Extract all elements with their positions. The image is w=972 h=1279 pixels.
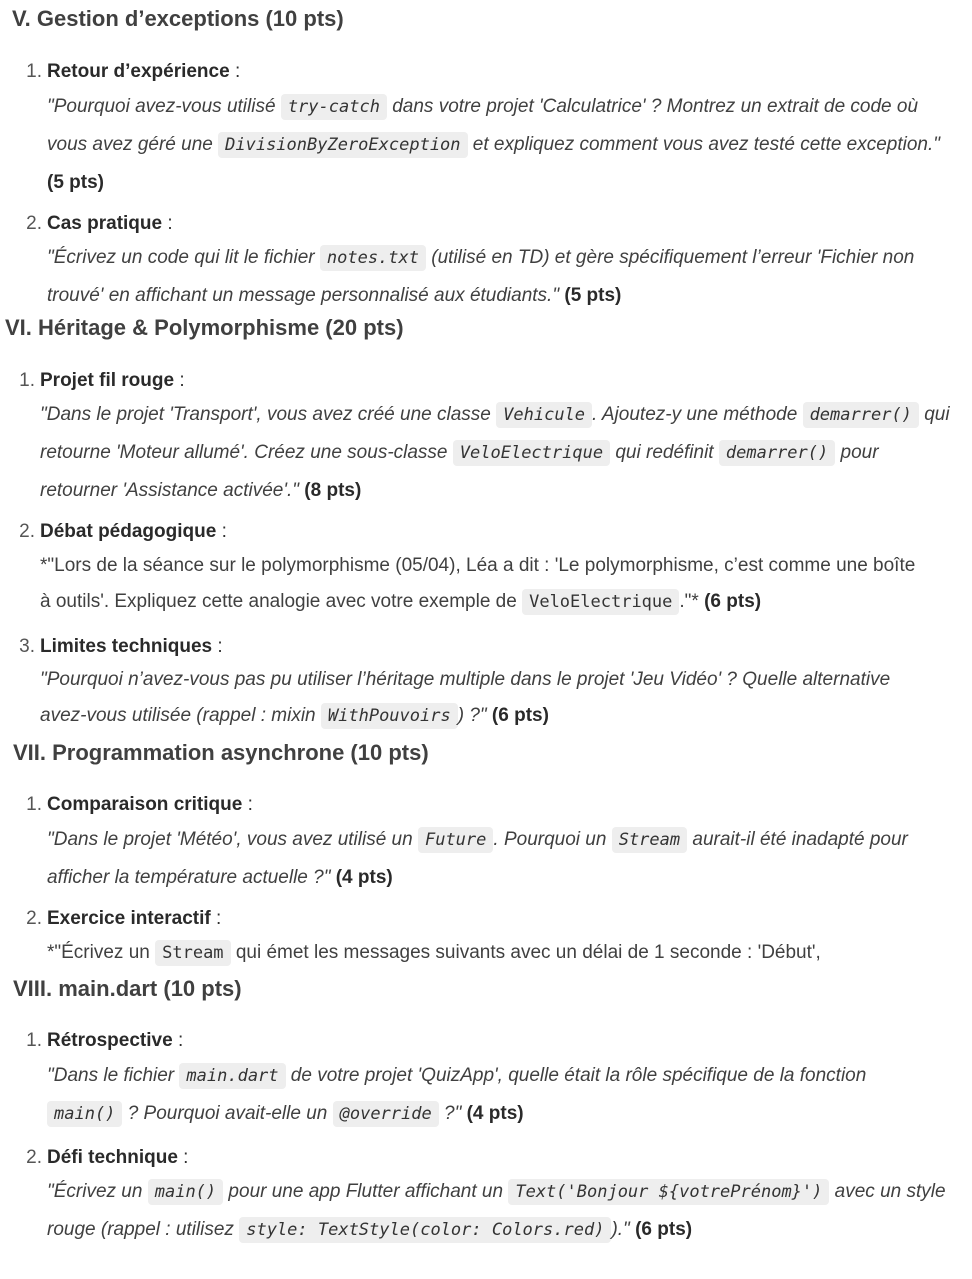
item-title <box>47 60 240 84</box>
item-title-colon: : <box>210 908 222 929</box>
section-heading-viii: VIII. main.dart (10 pts) <box>13 976 242 1001</box>
inline-code: try-catch <box>281 94 387 120</box>
item-text: *"Écrivez un <box>47 942 156 963</box>
item-body <box>47 88 952 202</box>
item-text: )." <box>611 1219 630 1240</box>
item-title <box>47 1146 188 1170</box>
inline-code: @override <box>333 1101 439 1127</box>
list-number: 3. <box>19 636 35 657</box>
item-title-colon: : <box>212 636 223 657</box>
item-title <box>40 369 185 393</box>
item-body <box>40 548 930 620</box>
item-body <box>47 239 952 315</box>
item-title-colon: : <box>174 370 185 391</box>
item-text: "Dans le projet 'Météo', vous avez utilisé un <box>47 829 418 850</box>
inline-code: Stream <box>155 940 230 966</box>
section-heading-vii: VII. Programmation asynchrone (10 pts) <box>13 740 429 765</box>
inline-code: VeloElectrique <box>522 589 679 615</box>
item-title-colon: : <box>172 1030 184 1051</box>
item-body <box>40 396 952 510</box>
list-number: 1. <box>19 370 35 391</box>
item-body <box>47 1173 952 1249</box>
inline-code: demarrer() <box>803 402 919 428</box>
list-number: 1. <box>26 61 42 82</box>
item-text: ) ?" <box>457 705 487 726</box>
item-text: pour retourner 'Assistance activée'." <box>40 442 879 501</box>
list-number: 1. <box>26 794 42 815</box>
item-body <box>40 662 930 734</box>
item-text: pour une app Flutter affichant un <box>223 1181 509 1202</box>
item-title-label: Cas pratique <box>47 213 163 234</box>
inline-code: style: TextStyle(color: Colors.red) <box>239 1217 611 1243</box>
item-text: . Pourquoi un <box>493 829 612 850</box>
item-title-label: Comparaison critique <box>47 794 243 815</box>
item-title <box>40 520 227 544</box>
item-title-colon: : <box>242 794 253 815</box>
item-title-label: Projet fil rouge <box>40 370 175 391</box>
item-title-label: Rétrospective <box>47 1030 173 1051</box>
points-label: (6 pts) <box>491 705 549 726</box>
inline-code: main() <box>148 1179 223 1205</box>
section-heading-v: V. Gestion d’exceptions (10 pts) <box>12 6 344 31</box>
item-text: aurait-il été inadapté pour afficher la température actuelle ?" <box>47 829 908 888</box>
inline-code: notes.txt <box>320 245 426 271</box>
item-text: "Pourquoi avez-vous utilisé <box>47 96 281 117</box>
item-text: "Écrivez un <box>47 1181 148 1202</box>
item-title-label: Retour d’expérience <box>47 61 230 82</box>
item-title <box>47 793 253 817</box>
item-text: ? Pourquoi avait-elle un <box>122 1103 333 1124</box>
item-title-colon: : <box>229 61 241 82</box>
item-text: et expliquez comment vous avez testé cette exception." <box>467 134 941 155</box>
item-text: ."* <box>679 591 699 612</box>
item-title-label: Limites techniques <box>40 636 213 657</box>
item-title-label: Débat pédagogique <box>40 521 217 542</box>
item-body <box>47 821 942 897</box>
item-title <box>47 1029 183 1053</box>
points-label: (4 pts) <box>335 867 393 888</box>
inline-code: VeloElectrique <box>453 440 610 466</box>
item-body <box>47 935 952 971</box>
inline-code: DivisionByZeroException <box>218 132 467 158</box>
item-title-colon: : <box>216 521 227 542</box>
item-title <box>40 635 223 659</box>
list-number: 2. <box>19 521 35 542</box>
item-text: "Dans le projet 'Transport', vous avez créé une classe <box>40 404 497 425</box>
item-text: de votre projet 'QuizApp', quelle était la rôle spécifique de la fonction <box>285 1065 867 1086</box>
inline-code: Future <box>418 827 493 853</box>
points-label: (6 pts) <box>635 1219 693 1240</box>
inline-code: main() <box>47 1101 122 1127</box>
section-heading-vi: VI. Héritage & Polymorphisme (20 pts) <box>5 315 404 340</box>
item-text: . Ajoutez-y une méthode <box>592 404 803 425</box>
item-text: avec un style rouge (rappel : utilisez <box>47 1181 946 1240</box>
item-text: dans votre projet 'Calculatrice' ? Montrez un extrait de code où vous avez géré une <box>47 96 919 155</box>
inline-code: main.dart <box>179 1063 285 1089</box>
list-number: 1. <box>26 1030 42 1051</box>
points-label: (4 pts) <box>466 1103 524 1124</box>
item-text: qui retourne 'Moteur allumé'. Créez une sous-classe <box>40 404 950 463</box>
inline-code: Stream <box>612 827 687 853</box>
item-title-label: Défi technique <box>47 1147 178 1168</box>
item-text: ?" <box>438 1103 462 1124</box>
points-label: (5 pts) <box>47 172 104 193</box>
points-label: (6 pts) <box>704 591 762 612</box>
list-number: 2. <box>26 213 42 234</box>
item-text: (utilisé en TD) et gère spécifiquement l’erreur 'Fichier non trouvé' en affichant un message personnalisé aux étudiants." <box>47 247 915 306</box>
item-body <box>47 1057 927 1133</box>
item-title-colon: : <box>177 1147 189 1168</box>
inline-code: WithPouvoirs <box>321 703 458 729</box>
list-number: 2. <box>26 1147 42 1168</box>
list-number: 2. <box>26 908 42 929</box>
item-text: qui émet les messages suivants avec un délai de 1 seconde : 'Début', <box>230 942 821 963</box>
item-title <box>47 907 221 931</box>
item-text: *"Lors de la séance sur le polymorphisme (05/04), Léa a dit : 'Le polymorphisme, c’est comme une boîte à outils'. Expliquez cette analogie avec votre exemple de <box>40 555 916 612</box>
item-text: "Pourquoi n’avez-vous pas pu utiliser l’héritage multiple dans le projet 'Jeu Vidéo' ? Quelle alternative avez-vous utilisée (rappel : mixin <box>40 669 891 726</box>
inline-code: Text('Bonjour ${votrePrénom}') <box>508 1179 829 1205</box>
inline-code: demarrer() <box>719 440 835 466</box>
inline-code: Vehicule <box>496 402 592 428</box>
item-title-colon: : <box>162 213 173 234</box>
points-label: (8 pts) <box>304 480 362 501</box>
item-title <box>47 212 173 236</box>
item-title-label: Exercice interactif <box>47 908 211 929</box>
item-text: "Dans le fichier <box>47 1065 180 1086</box>
item-text: "Écrivez un code qui lit le fichier <box>47 247 320 268</box>
points-label: (5 pts) <box>564 285 622 306</box>
item-text: qui redéfinit <box>610 442 719 463</box>
